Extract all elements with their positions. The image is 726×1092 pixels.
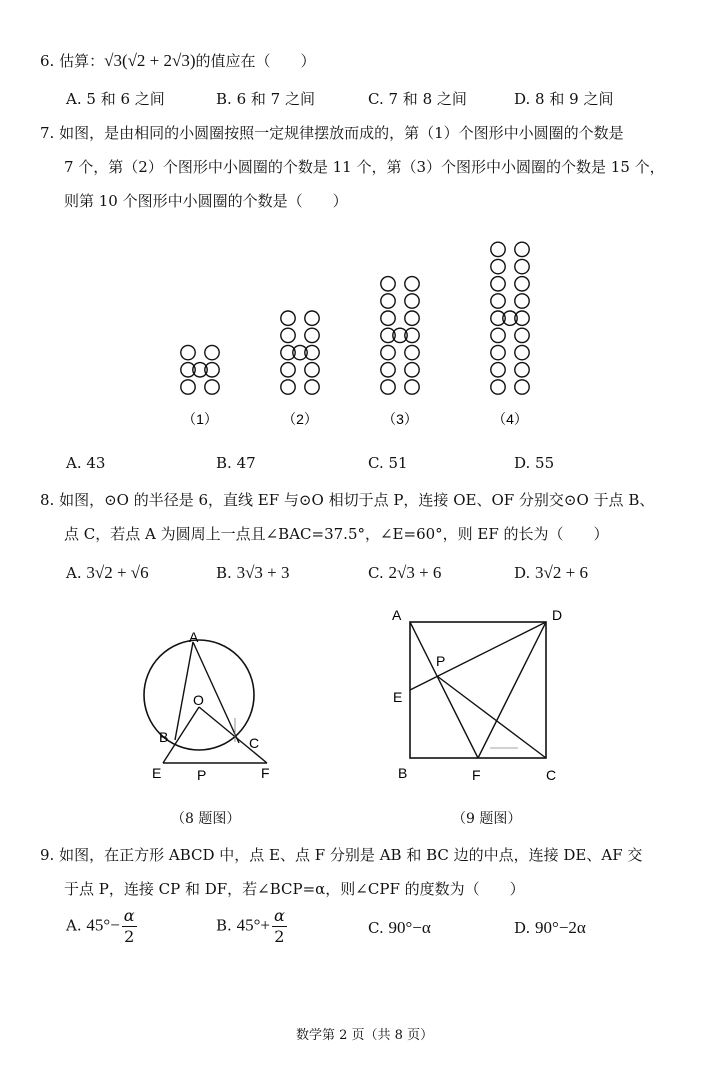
q8-figure-caption: （8 题图） — [171, 811, 241, 827]
q9-option-d[interactable]: D. 90°−2α — [514, 918, 586, 937]
q9-square-figure — [388, 602, 578, 790]
q7-line-2: 7 个，第（2）个图形中小圆圈的个数是 11 个，第（3）个图形中小圆圈的个数是 15 个， — [64, 158, 665, 176]
q6-option-c[interactable]: C. 7 和 8 之间 — [368, 90, 467, 108]
q7-circle — [491, 242, 505, 256]
q8-number: 8. — [40, 491, 55, 509]
q7-circle — [181, 380, 195, 394]
q6-option-d[interactable]: D. 8 和 9 之间 — [514, 90, 614, 108]
q9-figure-caption: （9 题图） — [452, 811, 522, 827]
q8-point-f: F — [261, 765, 270, 781]
q8-circle-tangent-figure — [135, 630, 285, 790]
page-footer: 数学第 2 页（共 8 页） — [296, 1028, 434, 1043]
q7-circle — [491, 277, 505, 291]
q9-point-e: E — [393, 689, 403, 705]
q9-point-d: D — [552, 607, 563, 623]
q7-circle — [381, 277, 395, 291]
q7-circle — [381, 363, 395, 377]
q8-point-p: P — [197, 767, 207, 783]
q8-point-b: B — [159, 729, 169, 745]
q7-figure-label-1: （1） — [182, 411, 218, 427]
q8-point-a: A — [189, 630, 199, 645]
q7-circle — [515, 242, 529, 256]
q7-circle — [405, 277, 419, 291]
q7-circle — [491, 328, 505, 342]
q9-line-cp — [437, 676, 546, 758]
q7-circle — [491, 380, 505, 394]
q7-circle — [515, 363, 529, 377]
q9-number: 9. — [40, 846, 55, 864]
q6-stem-a: 估算： — [59, 52, 105, 70]
q8-option-d[interactable]: D. 3√2 + 6 — [514, 563, 588, 582]
q9-point-p: P — [436, 653, 446, 669]
q7-option-d[interactable]: D. 55 — [514, 454, 555, 472]
q7-option-c[interactable]: C. 51 — [368, 454, 408, 472]
q6-option-b[interactable]: B. 6 和 7 之间 — [216, 90, 315, 108]
q7-circle — [381, 380, 395, 394]
q7-circle — [205, 345, 219, 359]
q7-option-b[interactable]: B. 47 — [216, 454, 256, 472]
q7-circle — [305, 363, 319, 377]
q8-point-o: O — [193, 692, 204, 708]
q7-figure-label-3: （3） — [382, 411, 418, 427]
q7-line-3: 则第 10 个图形中小圆圈的个数是（ ） — [64, 192, 348, 210]
q9-line-de — [410, 622, 546, 690]
q9-option-b[interactable]: B. 45°+ $\frac{\alpha}{2}$ — [216, 906, 285, 946]
q7-circle — [381, 311, 395, 325]
q7-circle — [281, 363, 295, 377]
q8-line-ab — [175, 642, 193, 740]
q7-circle — [305, 311, 319, 325]
q7-circle — [491, 294, 505, 308]
q7-circle — [515, 277, 529, 291]
q7-circle — [491, 259, 505, 273]
q7-circle — [205, 380, 219, 394]
q6-option-a[interactable]: A. 5 和 6 之间 — [66, 90, 165, 108]
q8-point-c: C — [249, 735, 260, 751]
q7-circle — [405, 380, 419, 394]
q7-line-1: 7. 如图，是由相同的小圆圈按照一定规律摆放而成的，第（1）个图形中小圆圈的个数是 — [40, 124, 624, 142]
q9-line-af — [410, 622, 478, 758]
q9-point-f: F — [472, 767, 481, 783]
q8-option-a[interactable]: A. 3√2 + √6 — [66, 563, 149, 582]
q7-circle — [405, 363, 419, 377]
q7-circle — [405, 311, 419, 325]
q7-option-a[interactable]: A. 43 — [66, 454, 106, 472]
q7-circle — [281, 328, 295, 342]
q7-circle — [305, 380, 319, 394]
q7-circle — [515, 294, 529, 308]
q7-figure-label-4: （4） — [492, 411, 528, 427]
q7-circle-pattern-figure — [160, 222, 560, 432]
q7-circle — [491, 345, 505, 359]
q9-point-a: A — [392, 607, 402, 623]
q7-figure-label-2: （2） — [282, 411, 318, 427]
q8-line-1: 8. 如图，⊙O 的半径是 6，直线 EF 与⊙O 相切于点 P，连接 OE、OF 分别交⊙O 于点 B、 — [40, 491, 655, 509]
q7-circle — [305, 328, 319, 342]
q9-point-b: B — [398, 765, 408, 781]
q9-option-c[interactable]: C. 90°−α — [368, 918, 431, 937]
q9-square-abcd — [410, 622, 546, 758]
q9-option-a[interactable]: A. 45°− $\frac{\alpha}{2}$ — [66, 906, 135, 946]
q7-circle — [181, 345, 195, 359]
q7-circle — [405, 294, 419, 308]
q9-line-2: 于点 P，连接 CP 和 DF，若∠BCP=α，则∠CPF 的度数为（ ） — [64, 880, 525, 898]
q7-number: 7. — [40, 124, 55, 142]
q8-line-2: 点 C，若点 A 为圆周上一点且∠BAC=37.5°，∠E=60°，则 EF 的长为（ ） — [64, 525, 609, 543]
q8-line-oe — [163, 707, 199, 763]
q7-circle — [281, 311, 295, 325]
q9-line-1: 9. 如图，在正方形 ABCD 中，点 E、点 F 分别是 AB 和 BC 边的中点，连接 DE、AF 交 — [40, 846, 643, 864]
q7-circle — [515, 328, 529, 342]
q6-stem — [40, 50, 316, 71]
q8-option-b[interactable]: B. 3√3 + 3 — [216, 563, 290, 582]
q8-point-e: E — [152, 765, 162, 781]
q9-point-c: C — [546, 767, 557, 783]
q7-circle — [381, 345, 395, 359]
q8-option-c[interactable]: C. 2√3 + 6 — [368, 563, 442, 582]
q6-number: 6. — [40, 52, 55, 70]
q7-circle — [491, 363, 505, 377]
q7-circle — [515, 259, 529, 273]
q7-circle — [515, 345, 529, 359]
q6-expression: √3(√2 + 2√3) — [104, 51, 196, 70]
q7-circle — [515, 380, 529, 394]
q9-line-df — [478, 622, 546, 758]
q6-stem-b: 的值应在（ ） — [195, 52, 316, 70]
q7-circle — [381, 294, 395, 308]
q7-circle — [281, 380, 295, 394]
q7-circle — [405, 345, 419, 359]
